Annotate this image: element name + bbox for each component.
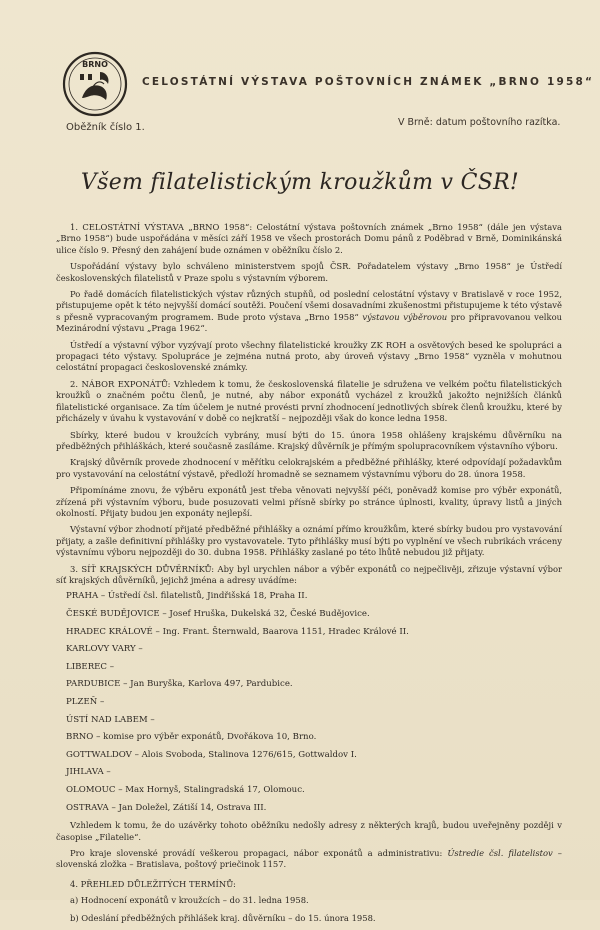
trustee-item: LIBEREC – xyxy=(66,661,115,672)
section-1-emphasis: výstavou výběrovou xyxy=(362,311,448,322)
section-3-paragraph-3 xyxy=(56,848,562,871)
trustee-item: ÚSTÍ NAD LABEM – xyxy=(66,714,155,725)
section-3-paragraph-3-part-a: Pro kraje slovenské provádí veškerou propagaci, nábor exponátů a administrativu: xyxy=(70,847,443,858)
trustee-item: PARDUBICE – Jan Buryška, Karlova 497, Pardubice. xyxy=(66,679,293,690)
section-3-paragraph-3-part-c: – slovenská zložka – Bratislava, poštový priečinok 1157. xyxy=(56,847,562,870)
circular-number: Oběžník číslo 1. xyxy=(66,122,145,133)
trustee-item: PLZEŇ – xyxy=(66,696,105,707)
date-note: V Brně: datum poštovního razítka. xyxy=(398,117,561,128)
exhibition-logo xyxy=(62,50,128,118)
section-1-paragraph-3 xyxy=(56,289,562,335)
trustee-item: JIHLAVA – xyxy=(66,767,111,778)
section-2-paragraph-5: Výstavní výbor zhodnotí přijaté předběžné přihlášky a oznámí přímo kroužkům, které sbírky budou pro vystavování přijaty, a zašle definitivní přihlášky pro vystavovatele. Tyto přihlášky musí býti po vyplnění ve všech rubrikách vráceny výstavnímu výboru nejpozději do 30. dubna 1958. Přihlášky zaslané po této lhůtě nebudou již přijaty. xyxy=(56,524,562,558)
terms-list xyxy=(70,895,562,924)
term-item: a) Hodnocení exponátů v kroužcích – do 31. ledna 1958. xyxy=(70,895,309,906)
section-2-paragraph-2: Sbírky, které budou v kroužcích vybrány, musí býti do 15. února 1958 ohlášeny krajskému důvěrníku na předběžných přihláškách, které současně zasíláme. Krajský důvěrník je přímým spolupracovníkem výstavního výboru. xyxy=(56,429,562,451)
trustee-item: OSTRAVA – Jan Doležel, Zátiší 14, Ostrava III. xyxy=(66,802,267,813)
section-1-paragraph-2: Uspořádání výstavy bylo schváleno ministerstvem spojů ČSR. Pořadatelem výstavy „Brno 1958“ je Ústředí československých filatelistů v Praze spolu s výstavním výborem. xyxy=(56,261,562,283)
trustee-item: OLOMOUC – Max Hornyš, Stalingradská 17, Olomouc. xyxy=(66,784,305,795)
section-1-paragraph-4: Ústředí a výstavní výbor vyzývají proto všechny filatelistické kroužky ZK ROH a osvětových besed ke spolupráci a propagaci této výstavy. Spolupráce je zejména nutná proto, aby úroveň výstavy „Brno 1958“ vyzněla v mohutnou celostátní propagaci československé známky. xyxy=(56,339,562,373)
trustee-list xyxy=(56,591,562,813)
trustee-item: PRAHA – Ústředí čsl. filatelistů, Jindřišská 18, Praha II. xyxy=(66,591,308,602)
trustee-item: GOTTWALDOV – Alois Svoboda, Stalinova 1276/615, Gottwaldov I. xyxy=(66,749,357,760)
section-2-paragraph-4: Připomínáme znovu, že výběru exponátů jest třeba věnovati nejvyšší péči, poněvadž komise pro výběr exponátů, zřízená při výstavním výboru, bude posuzovati velmi přísně sbírky po stránce úplnosti, kvality, úpravy listů a jiných okolností. Přijaty budou jen exponáty nejlepší. xyxy=(56,485,562,518)
address-heading: Všem filatelistickým kroužkům v ČSR! xyxy=(80,170,520,195)
logo-text: BRNO xyxy=(82,60,108,69)
circular-body xyxy=(56,222,562,930)
section-1-paragraph-1: 1. CELOSTÁTNÍ VÝSTAVA „BRNO 1958“: Celostátní výstava poštovních známek „Brno 1958“ (dále jen výstava „Brno 1958“) bude uspořádána v měsíci září 1958 ve všech prostorách Domu pánů z Poděbrad v Brně, Dominikánská ulice číslo 9. Přesný den zahájení bude oznámen v oběžníku číslo 2. xyxy=(56,222,562,255)
section-3-paragraph-1: 3. SÍŤ KRAJSKÝCH DŮVĚRNÍKŮ: Aby byl urychlen nábor a výběr exponátů co nejpečlivěji, zřizuje výstavní výbor síť krajských důvěrníků, jejichž jména a adresy uvádíme: xyxy=(56,563,562,585)
trustee-item: ČESKÉ BUDĚJOVICE – Josef Hruška, Dukelská 32, České Budějovice. xyxy=(66,608,370,619)
section-3-paragraph-2: Vzhledem k tomu, že do uzávěrky tohoto oběžníku nedošly adresy z některých krajů, budou uveřejněny později v časopise „Filatelie“. xyxy=(56,820,562,842)
exhibition-title: CELOSTÁTNÍ VÝSTAVA POŠTOVNÍCH ZNÁMEK „BRNO 1958“ xyxy=(142,76,595,88)
section-1-paragraph-3-part-c: pro připravovanou velkou Mezinárodní výstavu „Praga 1962“. xyxy=(56,311,562,334)
section-4-heading: 4. PŘEHLED DŮLEŽITÝCH TERMÍNŮ: xyxy=(70,878,236,889)
trustee-item: HRADEC KRÁLOVÉ – Ing. Frant. Šternwald, Baarova 1151, Hradec Králové II. xyxy=(66,626,409,637)
trustee-item: BRNO – komise pro výběr exponátů, Dvořákova 10, Brno. xyxy=(66,732,317,743)
trustee-item: KARLOVY VARY – xyxy=(66,644,143,655)
section-2-paragraph-1: 2. NÁBOR EXPONÁTŮ: Vzhledem k tomu, že československá filatelie je sdružena ve velkém počtu filatelistických kroužků o značném počtu členů, je nutné, aby nábor exponátů vycházel z kroužků jakožto nejnižších článků filatelistické organisace. Za tím účelem je nutné provésti první zhodnocení jednotlivých sbírek členů kroužku, které by přicházely v úvahu k vystavování v době co nejkratší – nejpozději však do konce ledna 1958. xyxy=(56,378,562,424)
term-item: b) Odeslání předběžných přihlášek kraj. důvěrníku – do 15. února 1958. xyxy=(70,912,376,923)
section-1-paragraph-3-part-a: Po řadě domácích filatelistických výstav různých stupňů, od poslední celostátní výstavy v Bratislavě v roce 1952, přistupujeme opět k této nejvyšší domácí soutěži. Poučení všemi dosavadními zkušenostmi přistupujeme k této výstavě s přesně vypracovaným programem. Bude proto výstava „Brno 1958“ xyxy=(56,289,562,322)
slovak-office-name: Ústredie čsl. filatelistov xyxy=(447,847,553,858)
section-2-paragraph-3: Krajský důvěrník provede zhodnocení v měřítku celokrajském a předběžné přihlášky, které odpovídají požadavkům pro vystavování na celostátní výstavě, předloží hromadně se seznamem výstavnímu výboru do 28. února 1958. xyxy=(56,457,562,479)
